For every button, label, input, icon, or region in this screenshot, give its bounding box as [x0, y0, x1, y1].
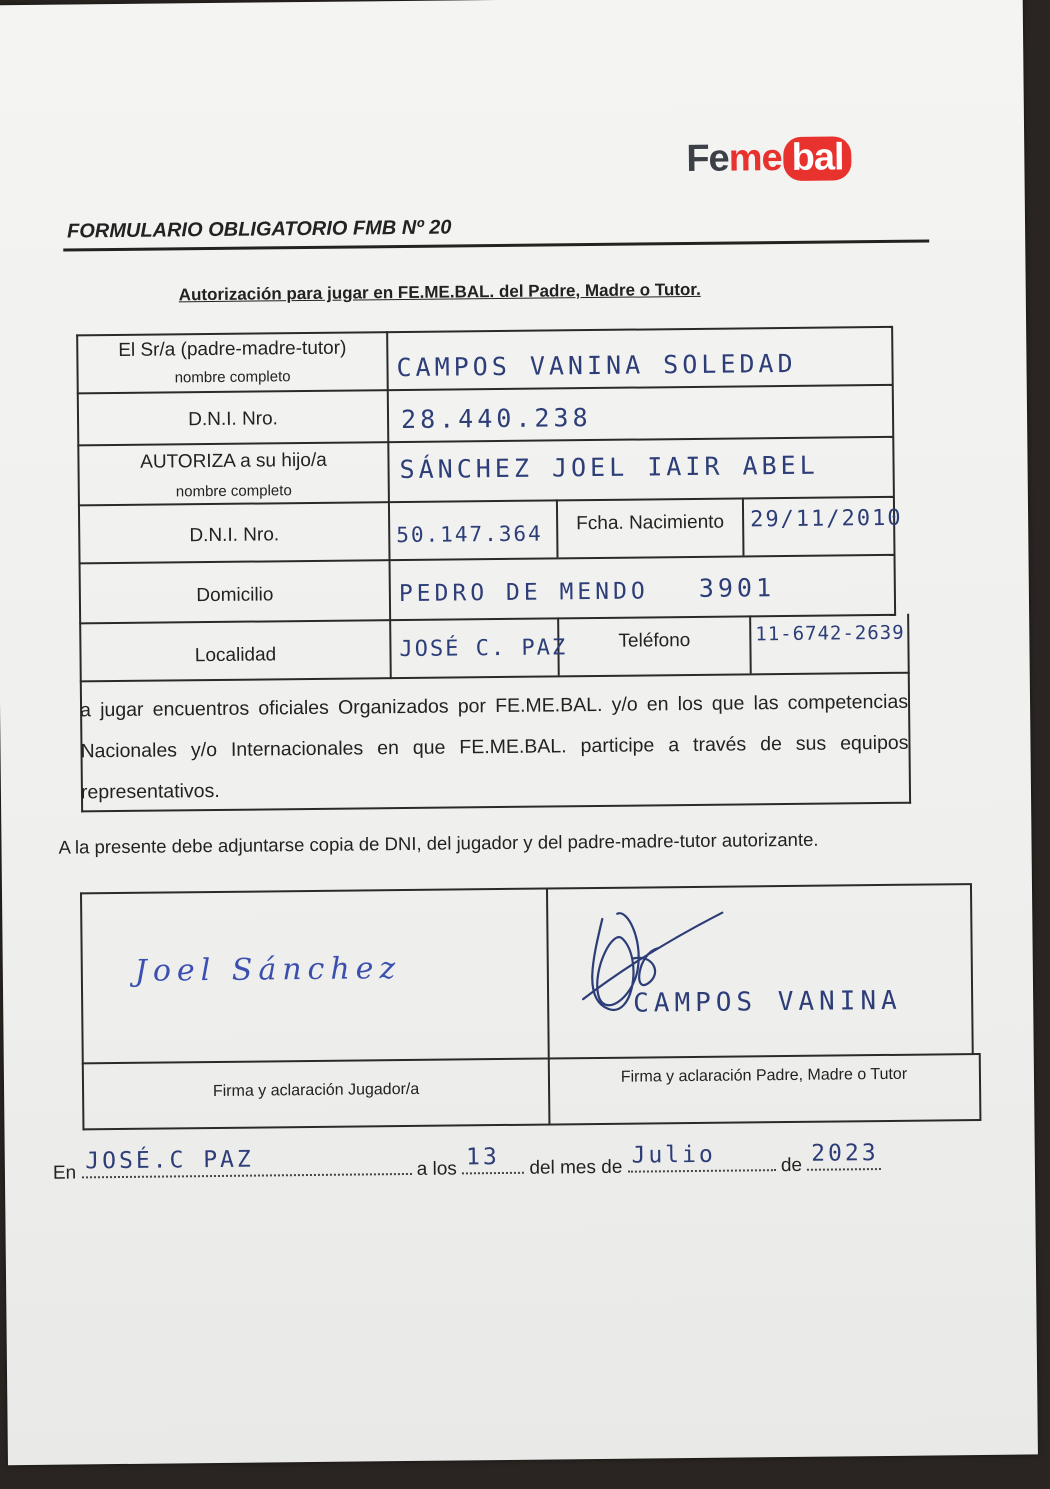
day-field [462, 1144, 524, 1175]
locality-label: Localidad [194, 644, 277, 667]
year-label: de [780, 1154, 803, 1177]
player-signature-label: Firma y aclaración Jugador/a [212, 1080, 420, 1101]
table-line [76, 326, 892, 337]
child-sub-label: nombre completo [175, 482, 292, 501]
table-line [80, 883, 970, 894]
birth-label: Fcha. Nacimiento [576, 511, 725, 535]
parent-name-value: CAMPOS VANINA SOLEDAD [396, 348, 797, 383]
femebal-logo: Feme bal [686, 136, 852, 181]
year-field [807, 1140, 881, 1171]
parent-label: El Sr/a (padre-madre-tutor) [118, 337, 347, 361]
place-value: JOSÉ.C PAZ [85, 1146, 254, 1175]
place-field [81, 1146, 411, 1178]
attachment-note: A la presente debe adjuntarse copia de DNI, del jugador y del padre-madre-tutor autorizante. [58, 828, 819, 858]
en-label: En [52, 1162, 77, 1184]
table-line [749, 615, 752, 673]
table-line [891, 326, 896, 616]
parent-dni-value: 28.440.238 [400, 403, 592, 435]
address-label: Domicilio [196, 584, 274, 607]
parent-sub-label: nombre completo [174, 368, 291, 387]
table-line [82, 1053, 980, 1064]
player-signature: Joel Sánchez [134, 951, 402, 989]
locality-value: JOSÉ C. PAZ [399, 635, 568, 663]
table-line [82, 1119, 980, 1130]
child-dni-value: 50.147.364 [396, 521, 543, 548]
parent-clarification: CAMPOS VANINA [633, 985, 902, 1019]
phone-label: Teléfono [618, 630, 691, 652]
year-value: 2023 [811, 1140, 879, 1167]
phone-value: 11-6742-2639 [755, 621, 905, 646]
day-value: 13 [465, 1144, 500, 1171]
child-dni-label: D.N.I. Nro. [189, 524, 280, 547]
parent-dni-label: D.N.I. Nro. [188, 408, 279, 431]
month-field [627, 1141, 775, 1173]
child-name-value: SÁNCHEZ JOEL IAIR ABEL [399, 450, 819, 485]
form-subtitle: Autorización para jugar en FE.ME.BAL. del Padre, Madre o Tutor. [178, 279, 701, 305]
authorization-paragraph: a jugar encuentros oficiales Organizados por FE.ME.BAL. y/o en los que las competencias Nacionales y/o Internacionales en que FE.ME.BAL. participe a través de sus equipos representativos. [79, 690, 909, 804]
table-line [970, 883, 974, 1055]
table-line [80, 672, 910, 683]
table-line [77, 436, 893, 447]
birth-value: 29/11/2010 [749, 505, 903, 533]
form-title: FORMULARIO OBLIGATORIO FMB Nº 20 [66, 216, 452, 243]
address-number-value: 3901 [698, 573, 776, 603]
address-value: PEDRO DE MENDO [398, 578, 649, 608]
month-label: del mes de [529, 1156, 623, 1179]
table-line [386, 331, 392, 679]
day-label: a los [416, 1158, 457, 1180]
table-line [79, 554, 895, 565]
parent-signature-label: Firma y aclaración Padre, Madre o Tutor [620, 1065, 908, 1086]
date-line [52, 1140, 882, 1185]
child-label: AUTORIZA a su hijo/a [140, 449, 327, 473]
table-line [979, 1053, 982, 1121]
table-line [742, 497, 745, 555]
month-value: Julio [631, 1141, 716, 1169]
